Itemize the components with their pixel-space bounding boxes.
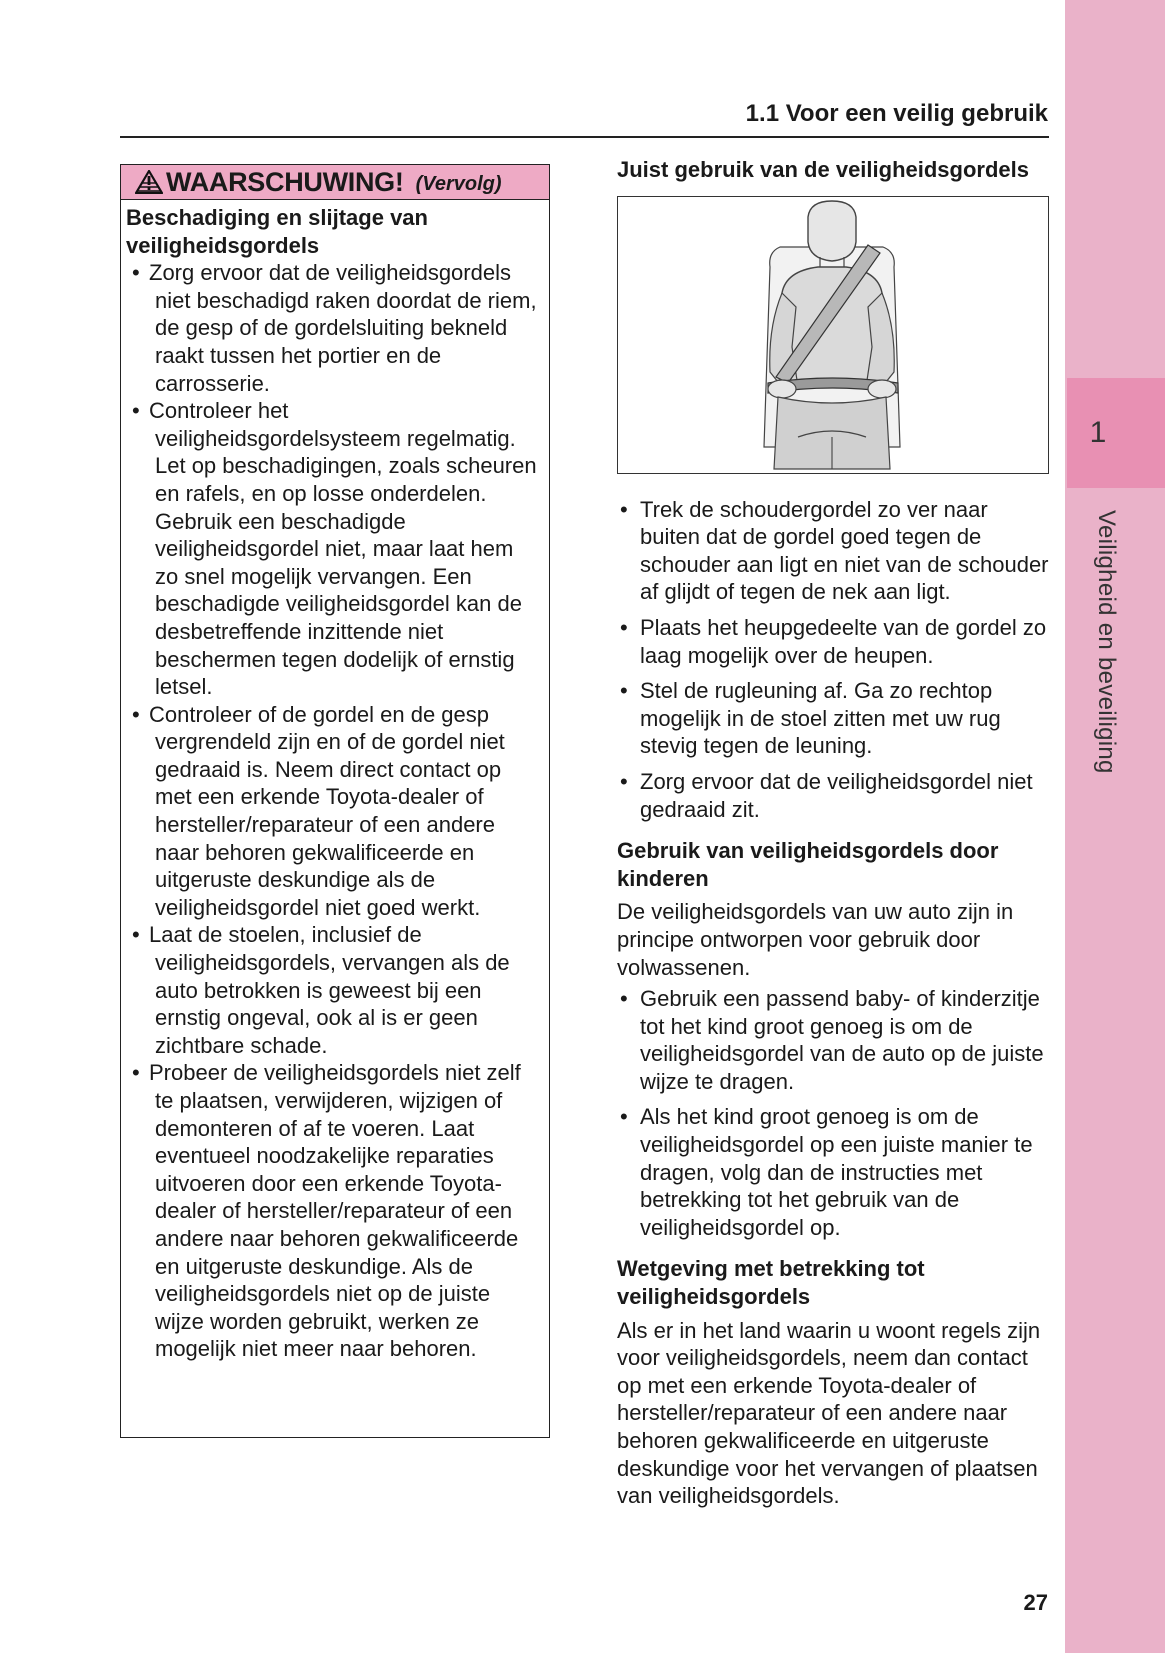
children-intro: De veiligheidsgordels van uw auto zijn in principe ontworpen voor gebruik door volwassenen. bbox=[617, 899, 1014, 980]
list-item: • Laat de stoelen, inclusief de veiligheidsgordels, vervangen als de auto betrokken is geweest bij een ernstig ongeval, ook al is er geen zichtbare schade. bbox=[126, 921, 539, 1059]
list-item: • Controleer of de gordel en de gesp vergrendeld zijn en of de gordel niet gedraaid is. Neem direct contact op met een erkende Toyota-dealer of hersteller/reparateur of een andere naar behoren gekwalificeerde en uitgeruste deskundige als de veiligheidsgordel niet goed werkt. bbox=[126, 701, 539, 922]
law-text: Als er in het land waarin u woont regels zijn voor veiligheidsgordels, neem dan contact op met een erkende Toyota-dealer of hersteller/reparateur of een andere naar behoren gekwalificeerde en uitgeruste deskundige voor het vervangen of plaatsen van veiligheidsgordels. bbox=[617, 1317, 1041, 1509]
warning-triangle-icon bbox=[135, 170, 163, 194]
seatbelt-illustration bbox=[617, 196, 1049, 474]
header-divider bbox=[120, 136, 1049, 138]
chapter-number: 1 bbox=[1089, 416, 1107, 449]
warning-list bbox=[126, 259, 539, 1363]
warning-body bbox=[121, 200, 549, 1363]
list-item: • Stel de rugleuning af. Ga zo rechtop mogelijk in de stoel zitten met uw rug stevig tegen de leuning. bbox=[617, 677, 1049, 760]
usage-heading: Juist gebruik van de veiligheidsgordels bbox=[617, 157, 1030, 182]
right-column bbox=[617, 156, 1049, 1514]
seated-person-illustration bbox=[618, 197, 1047, 472]
warning-subtitle: (Vervolg) bbox=[415, 172, 502, 195]
children-heading: Gebruik van veiligheidsgordels door kinderen bbox=[617, 838, 999, 891]
children-list bbox=[617, 985, 1049, 1241]
list-item: • Trek de schoudergordel zo ver naar buiten dat de gordel goed tegen de schouder aan ligt en niet van de schouder af glijdt of tegen de nek aan ligt. bbox=[617, 496, 1049, 606]
warning-title: WAARSCHUWING! bbox=[166, 166, 404, 197]
section-title: 1.1 Voor een veilig gebruik bbox=[745, 100, 1048, 127]
chapter-sidebar bbox=[1065, 0, 1165, 1653]
page-number: 27 bbox=[1023, 1590, 1048, 1615]
list-item: • Zorg ervoor dat de veiligheidsgordel niet gedraaid zit. bbox=[617, 768, 1049, 823]
list-item: • Gebruik een passend baby- of kinderzitje tot het kind groot genoeg is om de veiligheidsgordel van de auto op de juiste wijze te dragen. bbox=[617, 985, 1049, 1095]
list-item: • Probeer de veiligheidsgordels niet zelf te plaatsen, verwijderen, wijzigen of demonteren of af te voeren. Laat eventueel noodzakelijke reparaties uitvoeren door een erkende Toyota-dealer of hersteller/reparateur of een andere naar behoren gekwalificeerde en uitgeruste deskundige. Als de veiligheidsgordels niet op de juiste wijze worden gebruikt, werken ze mogelijk niet meer naar behoren. bbox=[126, 1059, 539, 1363]
list-item: • Plaats het heupgedeelte van de gordel zo laag mogelijk over de heupen. bbox=[617, 614, 1049, 669]
warning-box bbox=[120, 164, 550, 1438]
usage-list bbox=[617, 496, 1049, 824]
list-item: • Zorg ervoor dat de veiligheidsgordels niet beschadigd raken doordat de riem, de gesp of de gordelsluiting bekneld raakt tussen het portier en de carrosserie. bbox=[126, 259, 539, 397]
law-heading: Wetgeving met betrekking tot veiligheidsgordels bbox=[617, 1256, 925, 1310]
warning-header bbox=[121, 165, 549, 200]
list-item: • Controleer het veiligheidsgordelsysteem regelmatig. Let op beschadigingen, zoals scheuren en rafels, en op losse onderdelen. Gebruik een beschadigde veiligheidsgordel niet, maar laat hem zo snel mogelijk vervangen. Een beschadigde veiligheidsgordel kan de desbetreffende inzittende niet beschermen tegen dodelijk of ernstig letsel. bbox=[126, 397, 539, 701]
warning-heading: Beschadiging en slijtage van veiligheidsgordels bbox=[126, 205, 428, 258]
list-item: • Als het kind groot genoeg is om de veiligheidsgordel op een juiste manier te dragen, volg dan de instructies met betrekking tot het gebruik van de veiligheidsgordel op. bbox=[617, 1103, 1049, 1241]
chapter-title: Veiligheid en beveiliging bbox=[1093, 510, 1120, 774]
